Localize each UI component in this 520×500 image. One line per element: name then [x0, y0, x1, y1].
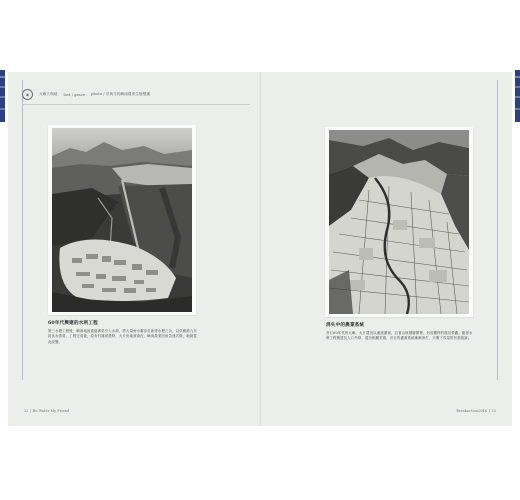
aerial-photo-reservoir-works: [52, 128, 192, 312]
page-gutter: [260, 72, 261, 426]
left-edge-tab: [0, 70, 5, 122]
left-folio: 32 │ Be Water My Friend: [24, 409, 70, 413]
right-caption-body: 昔日60年代的大嶼，大片農田以溪流灌溉，沿著山坡層層開墾，形成獨特的梯田景觀。隨著水利工程興建及人口外移，農田相繼荒廢，昔日的灌溉系統漸漸消失，只剩下零星的田基痕跡。: [326, 331, 473, 341]
left-margin-rule: [22, 80, 23, 380]
left-caption: [48, 320, 198, 345]
left-caption-body: 第三水塘工程後，嶼南地區通過溝渠引入水源，將大量雨水蓄存於新建水塘之內，以供應港九市區食水需要。工程完成後，原有村落被遷移，大片田地被淹沒，嶼南農業因而急速式微，地貌從此改變。: [48, 329, 197, 344]
right-margin-rule: [497, 80, 498, 380]
right-folio: Breakaction2046 │ 33: [456, 409, 496, 413]
section-logo-icon: ◉: [22, 89, 33, 100]
left-caption-title: 60年代興建的水利工程: [48, 321, 98, 326]
left-photo-card: [48, 125, 196, 315]
breadcrumb: photo / 昔與今的嶼南農業生態變遷: [91, 92, 151, 96]
right-photo-card: [325, 127, 473, 317]
aerial-photo-farm-valley: [329, 130, 469, 314]
running-header: [22, 89, 150, 100]
header-tab: lost / grace: [63, 92, 86, 97]
header-rule: [22, 104, 250, 105]
right-caption-title: 消失中的農業系統: [326, 323, 365, 328]
right-caption: [326, 322, 476, 342]
right-edge-tab: [515, 70, 520, 122]
magazine-spread: [8, 72, 512, 426]
section-title: 大嶼天與地: [39, 92, 58, 96]
